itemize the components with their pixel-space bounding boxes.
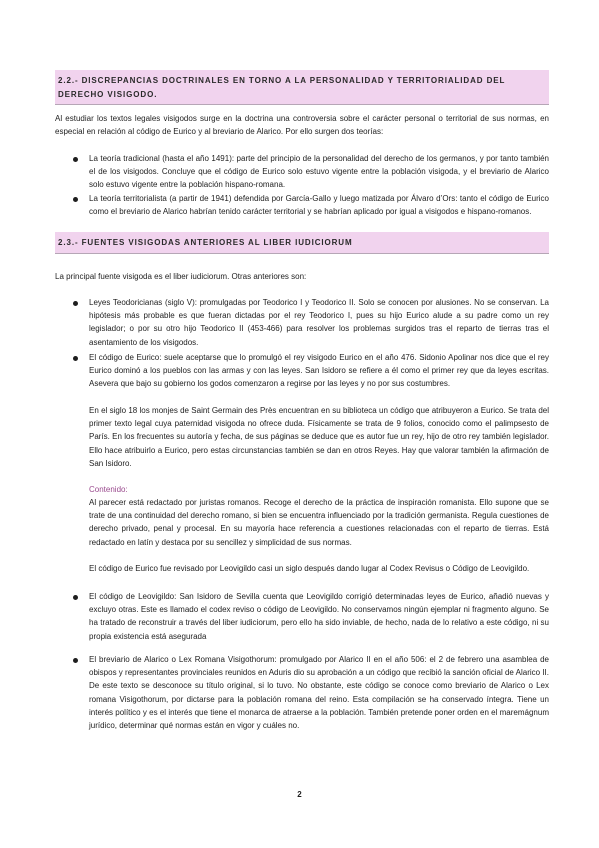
- section2-intro: La principal fuente visigoda es el liber iudiciorum. Otras anteriores son:: [55, 272, 307, 281]
- codigo-eurico-paragraph-2: En el siglo 18 los monjes de Saint Germain des Près encuentran en su biblioteca un código que atribuyeron a Eurico. Se trata del primer texto legal cuya paternidad visigoda no ofrece duda. Físicamente se trata de 9 folios, conocido como el palimpsesto de París. En los frecuentes su autoría y fecha, de sus páginas se deduce que es autor fue un rey, hijo de otro rey también legislador. Ello hace atribuirlo a Eurico, pero estas circunstancias también se dan en otros Reyes. Hay que valorar también la afirmación de San Isidoro.: [89, 406, 549, 468]
- codigo-eurico-revision: El código de Eurico fue revisado por Leovigildo casi un siglo después dando lugar al Codex Revisus o Código de Leovigildo.: [89, 564, 530, 573]
- bullet-icon: [73, 301, 78, 306]
- page-number: 2: [297, 790, 302, 799]
- section-heading-discrepancias: 2.2.- DISCREPANCIAS DOCTRINALES EN TORNO A LA PERSONALIDAD Y TERRITORIALIDAD DEL DERECHO VISIGODO.: [55, 70, 549, 105]
- section1-intro: Al estudiar los textos legales visigodos surge en la doctrina una controversia sobre el carácter personal o territorial de sus normas, en especial en relación al código de Eurico y al breviario de Alarico. Por ello surgen dos teorías:: [55, 114, 549, 137]
- list-item-codigo-leovigildo: El código de Leovigildo: San Isidoro de Sevilla cuenta que Leovigildo corrigió determinadas leyes de Eurico, añadió nuevas y excluyo otras. Este es llamado el codex reviso o código de Leovigildo. No conservamos ningún ejemplar ni fragmento alguno. Se ha tratado de reconstruir a través del liber iudiciorum, pero ello ha sido inviable, de hecho, nada de lo relativo a este código, ni su propia existencia está asegurada: [89, 592, 549, 641]
- section-heading-fuentes: 2.3.- FUENTES VISIGODAS ANTERIORES AL LIBER IUDICIORUM: [55, 232, 549, 254]
- bullet-icon: [73, 356, 78, 361]
- list-item-teoria-tradicional: La teoría tradicional (hasta el año 1491): parte del principio de la personalidad del derecho de los germanos, y por tanto también el de los visigodos. Concluye que el código de Eurico solo estuvo vigente entre la población visigoda, y el breviario de Alarico solo estuvo vigente entre la población hispano-romana.: [89, 154, 549, 190]
- list-item-leyes-teodoricianas: Leyes Teodoricianas (siglo V): promulgadas por Teodorico I y Teodorico II. Solo se conocen por alusiones. No se conservan. La hipótesis más probable es que fueran dictadas por el rey Teodorico I, pues su hijo Eurico alude a su padre como un rey legislador; o por su otro hijo Teodorico II (453-466) para resolver los problemas surgidos tras el reparto de tierras tras el asentamiento de los visigodos.: [89, 298, 549, 347]
- codigo-eurico-contenido: Al parecer está redactado por juristas romanos. Recoge el derecho de la práctica de inspiración romanista. Ello supone que se trate de una continuidad del derecho romano, si bien se encuentra influenciado por la tradición germanista. Regula cuestiones de derecho privado, penal y procesal. En su mayoría hace referencia a cuestiones relacionadas con el reparto de tierras. Está redactado en latín y destaca por su sencillez y simplicidad de sus normas.: [89, 498, 549, 547]
- bullet-icon: [73, 197, 78, 202]
- bullet-icon: [73, 157, 78, 162]
- bullet-icon: [73, 595, 78, 600]
- list-item-breviario-alarico: El breviario de Alarico o Lex Romana Visigothorum: promulgado por Alarico II en el año 506: el 2 de febrero una asamblea de obispos y representantes provinciales reunidos en Aduris dio su aprobación a un código que recibió la sanción oficial de Alarico II. De este texto se desconoce su título original, si lo tuvo. No obstante, este código se conoce como breviario de Alarico o Lex romana Visigothorum, por dictarse para la población romana del reino. Esta compilación se ha conservado íntegra. Tiene un interés político y es el interés que tiene el monarca de atraerse a la población. También pretende poner orden en el maremágnum jurídico, determinar qué normas están en vigor y cuáles no.: [89, 655, 549, 731]
- list-item-teoria-territorialista: La teoría territorialista (a partir de 1941) defendida por García-Gallo y luego matizada por Álvaro d’Ors: tanto el código de Eurico como el breviario de Alarico habrían tenido carácter territorial y se habrían aplicado por igual a visigodos e hispano-romanos.: [89, 194, 549, 217]
- list-item-codigo-eurico: El código de Eurico: suele aceptarse que lo promulgó el rey visigodo Eurico en el año 476. Sidonio Apolinar nos dice que el rey Eurico dominó a los pueblos con las armas y con las leyes. San Isidoro se refiere a él como el primer rey que da leyes escritas. Asevera que bajo su gobierno los godos comenzaron a regirse por las leyes y no por sus costumbres.: [89, 353, 549, 389]
- bullet-icon: [73, 658, 78, 663]
- contenido-label: Contenido:: [89, 485, 128, 494]
